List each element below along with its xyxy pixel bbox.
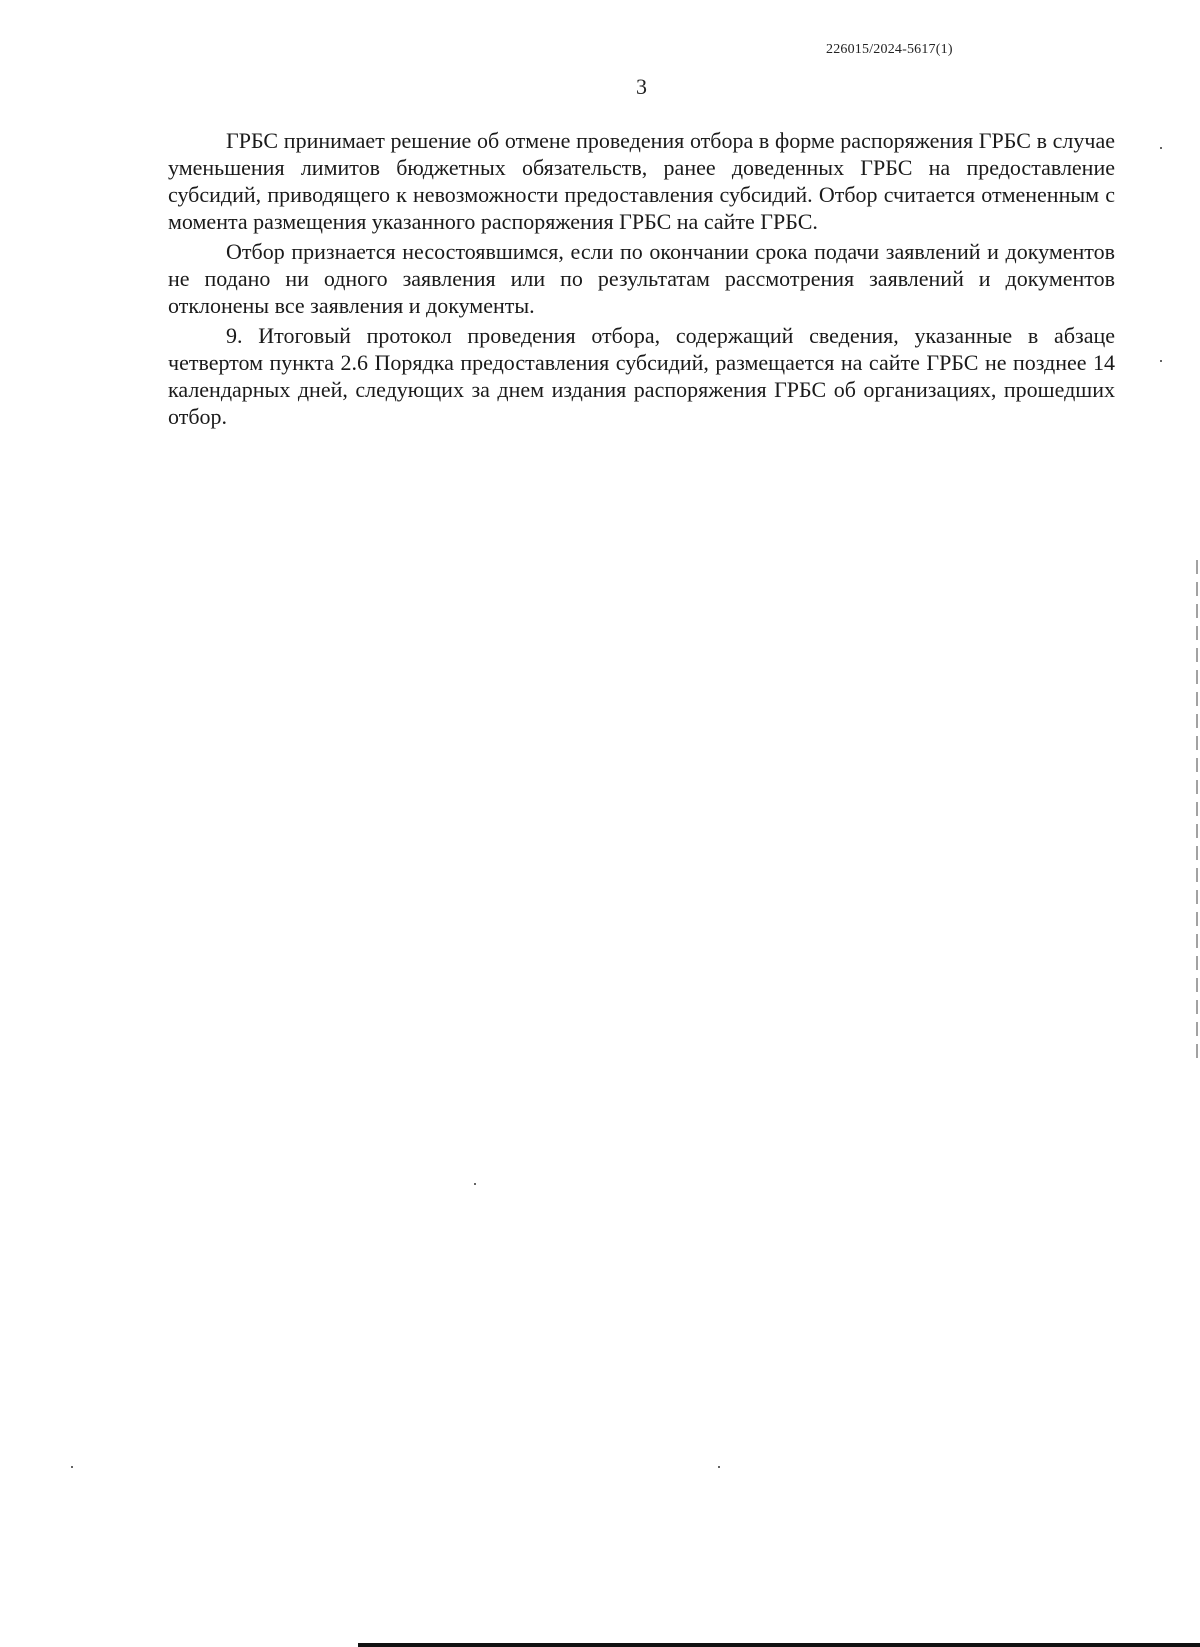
scan-bottom-edge	[358, 1643, 1200, 1647]
scan-speck	[1160, 360, 1162, 362]
document-body	[168, 127, 1115, 433]
paragraph-final-protocol: 9. Итоговый протокол проведения отбора, содержащий сведения, указанные в абзаце четвертом пункта 2.6 Порядка предоставления субсидий, размещается на сайте ГРБС не позднее 14 календарных дней, следующих за днем издания распоряжения ГРБС об организациях, прошедших отбор.	[168, 323, 1115, 429]
scan-speck	[718, 1466, 720, 1468]
scan-edge-marks	[1196, 560, 1198, 1060]
scan-speck	[1160, 147, 1162, 149]
paragraph-failed-selection: Отбор признается несостоявшимся, если по окончании срока подачи заявлений и документов не подано ни одного заявления или по результатам рассмотрения заявлений и документов отклонены все заявления и документы.	[168, 239, 1115, 318]
scan-speck	[474, 1183, 476, 1185]
page-number: 3	[636, 74, 647, 99]
document-registration-number: 226015/2024-5617(1)	[826, 42, 953, 57]
scan-speck	[71, 1466, 73, 1468]
paragraph-cancellation: ГРБС принимает решение об отмене проведения отбора в форме распоряжения ГРБС в случае уменьшения лимитов бюджетных обязательств, ранее доведенных ГРБС на предоставление субсидий, приводящего к невозможности предоставления субсидий. Отбор считается отмененным с момента размещения указанного распоряжения ГРБС на сайте ГРБС.	[168, 128, 1115, 234]
